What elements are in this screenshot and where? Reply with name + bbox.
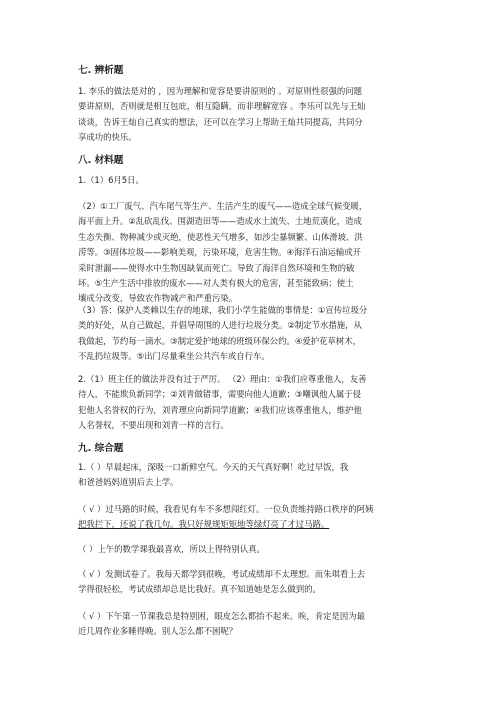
section-8-answer-1-3 — [78, 303, 424, 365]
text-line: 2.（1）班主任的做法并没有过于严厉。 （2）理由：①我们应尊重他人，友善 — [78, 374, 367, 384]
text-line: 我做起，节约每一滴水。③制定爱护地球的班级环保公约。④爱护花草树木， — [78, 335, 362, 346]
text-line: 采时泄漏——使得水中生物因缺氧而死亡。导致了海洋自然环境和生物的破 — [78, 262, 355, 273]
text-line: 把我拦下，还说了我几句。我只好规规矩矩地等绿灯亮了才过马路。 — [78, 519, 330, 530]
text-line: 要讲原则，否则就是相互包庇，相互隐瞒，而非理解宽容 。李乐可以先与王灿 — [78, 101, 366, 112]
text-line: 不乱扔垃圾等。⑤出门尽量乘坐公共汽车或自行车。 — [78, 351, 270, 362]
text-line: （ √ ）发测试卷了。我每天都学到很晚，考试成绩却不太理想。而朱琪看上去 — [78, 569, 366, 579]
text-line: 1.（1）6月5日。 — [78, 175, 144, 185]
text-line: 谈谈，告诉王灿自己真实的想法，还可以在学习上帮助王灿共同提高，共同分 — [78, 116, 363, 127]
section-8-answer-1-1 — [78, 173, 424, 188]
section-8-heading: 八. 材料题 — [78, 155, 124, 166]
section-9-item-5 — [78, 609, 424, 640]
section-9-heading: 九. 综合题 — [78, 443, 124, 454]
text-line: 1.（ ）早晨起床，深吸一口新鲜空气。今天的天气真好啊！吃过早饭，我 — [78, 462, 349, 472]
section-8-answer-2 — [78, 372, 424, 434]
text-line: （2）①工厂废气、汽车尾气等生产、生活产生的废气——造成全球气候变暖， — [78, 201, 368, 211]
text-line: 生态失衡、物种减少或灭绝，使恶性天气增多，如沙尘暴频繁、山体滑坡、洪 — [78, 231, 363, 242]
text-line: 1. 李乐的做法是对的 ，因为理解和宽容是要讲原则的 。对原则性很强的问题 — [78, 86, 362, 96]
text-line: 和爸爸妈妈道别后去上学。 — [78, 477, 179, 488]
text-line: 学得很轻松，考试成绩却总是比我好。真不知道她是怎么做到的。 — [78, 584, 321, 595]
text-line: 犯他人名誉权的行为，刘青理应向新同学道歉；④我们应该尊重他人，维护他 — [78, 404, 362, 415]
section-8-answer-1-2 — [78, 199, 424, 307]
text-line: （ ）上午的数学课我最喜欢，所以上得特别认真。 — [78, 544, 265, 554]
text-line: 坏。⑤生产生活中排放的废水——对人类有极大的危害，甚至能致病；使土 — [78, 278, 354, 289]
section-9-item-3 — [78, 542, 424, 557]
text-line: 享成功的快乐。 — [78, 132, 137, 143]
section-7-answer — [78, 84, 424, 146]
section-9-item-1 — [78, 460, 424, 491]
text-line: 待人，不能欺负新同学；②刘青做错事，需要向他人道歉；③嘲讽他人属于侵 — [78, 389, 362, 400]
text-line: 海平面上升。②乱砍乱伐、围湖造田等——造成水土流失、土地荒漠化，造成 — [78, 216, 362, 227]
text-line: （ √ ）过马路的时候，我看见有车不多想闯红灯。一位负责维持路口秩序的阿姨 — [78, 504, 374, 514]
text-line: 类的好处，从自己做起，并倡导周围的人进行垃圾分类。②制定节水措施，从 — [78, 320, 362, 331]
section-7-heading: 七. 辨析题 — [78, 65, 124, 76]
text-line: 壤成分改变，导致农作物减产和严重污染。 — [78, 293, 238, 304]
text-line: （3）答：保护人类赖以生存的地球，我们小学生能做的事情是：①宣传垃圾分 — [78, 305, 368, 315]
section-9-item-4 — [78, 567, 424, 598]
text-line: 近几周作业多睡得晚。别人怎么都不困呢？ — [78, 626, 238, 637]
text-line: （ √ ）下午第一节课我总是特别困，眼皮怎么都抬不起来。唉，肯定是因为最 — [78, 611, 366, 621]
text-line: 涝等。③固体垃圾——影响美观，污染环境，危害生物。④海洋石油运输或开 — [78, 247, 362, 258]
text-line: 人名誉权，不要出现和刘青一样的言行。 — [78, 420, 229, 431]
section-9-item-2 — [78, 502, 424, 533]
